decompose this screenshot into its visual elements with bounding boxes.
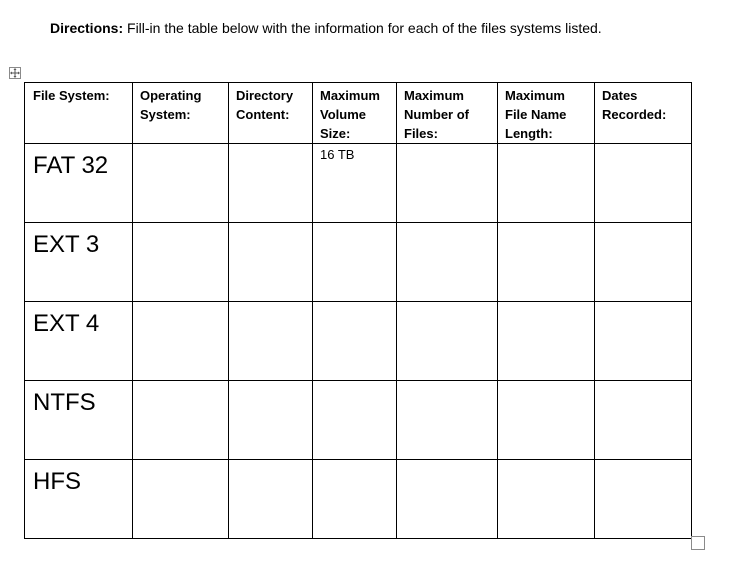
table-cell[interactable]	[133, 381, 229, 460]
table-cell[interactable]	[313, 302, 397, 381]
table-cell[interactable]	[229, 144, 313, 223]
header-directory-content: Directory Content:	[229, 83, 313, 144]
file-system-cell[interactable]: NTFS	[25, 381, 133, 460]
table-cell[interactable]	[397, 223, 498, 302]
file-system-cell[interactable]: FAT 32	[25, 144, 133, 223]
table-cell[interactable]	[229, 460, 313, 539]
table-row-ntfs	[25, 381, 692, 460]
table-cell[interactable]	[313, 381, 397, 460]
file-system-cell[interactable]: HFS	[25, 460, 133, 539]
table-row-ext3	[25, 223, 692, 302]
directions-body: Fill-in the table below with the information for each of the files systems listed.	[123, 20, 602, 36]
table-cell[interactable]	[133, 223, 229, 302]
table-cell[interactable]	[313, 223, 397, 302]
directions-label: Directions:	[50, 20, 124, 36]
header-dates-recorded: Dates Recorded:	[595, 83, 692, 144]
table-cell[interactable]	[498, 223, 595, 302]
header-row	[25, 83, 692, 144]
table-cell[interactable]	[397, 381, 498, 460]
header-maximum-number-of-files: Maximum Number of Files:	[397, 83, 498, 144]
header-operating-system: Operating System:	[133, 83, 229, 144]
table-cell[interactable]	[229, 223, 313, 302]
table-row-hfs	[25, 460, 692, 539]
file-system-cell[interactable]: EXT 4	[25, 302, 133, 381]
table-cell[interactable]: 16 TB	[313, 144, 397, 223]
header-file-system: File System:	[25, 83, 133, 144]
directions-text	[50, 20, 602, 36]
table-cell[interactable]	[133, 302, 229, 381]
table-cell[interactable]	[595, 223, 692, 302]
table-cell[interactable]	[498, 460, 595, 539]
table-cell[interactable]	[498, 144, 595, 223]
table-resize-handle-icon[interactable]	[691, 536, 705, 550]
table-row-fat32	[25, 144, 692, 223]
table-cell[interactable]	[498, 302, 595, 381]
table-cell[interactable]	[229, 302, 313, 381]
table-cell[interactable]	[313, 460, 397, 539]
table-move-handle-icon[interactable]	[9, 67, 21, 79]
table-cell[interactable]	[595, 460, 692, 539]
file-system-cell[interactable]: EXT 3	[25, 223, 133, 302]
table-cell[interactable]	[397, 302, 498, 381]
table-cell[interactable]	[133, 460, 229, 539]
table-cell[interactable]	[595, 144, 692, 223]
table-row-ext4	[25, 302, 692, 381]
table-cell[interactable]	[595, 381, 692, 460]
header-maximum-volume-size: Maximum Volume Size:	[313, 83, 397, 144]
header-maximum-file-name-length: Maximum File Name Length:	[498, 83, 595, 144]
table-cell[interactable]	[397, 144, 498, 223]
table-cell[interactable]	[498, 381, 595, 460]
table-cell[interactable]	[229, 381, 313, 460]
file-systems-table	[24, 82, 692, 539]
table-cell[interactable]	[133, 144, 229, 223]
table-cell[interactable]	[397, 460, 498, 539]
table-cell[interactable]	[595, 302, 692, 381]
